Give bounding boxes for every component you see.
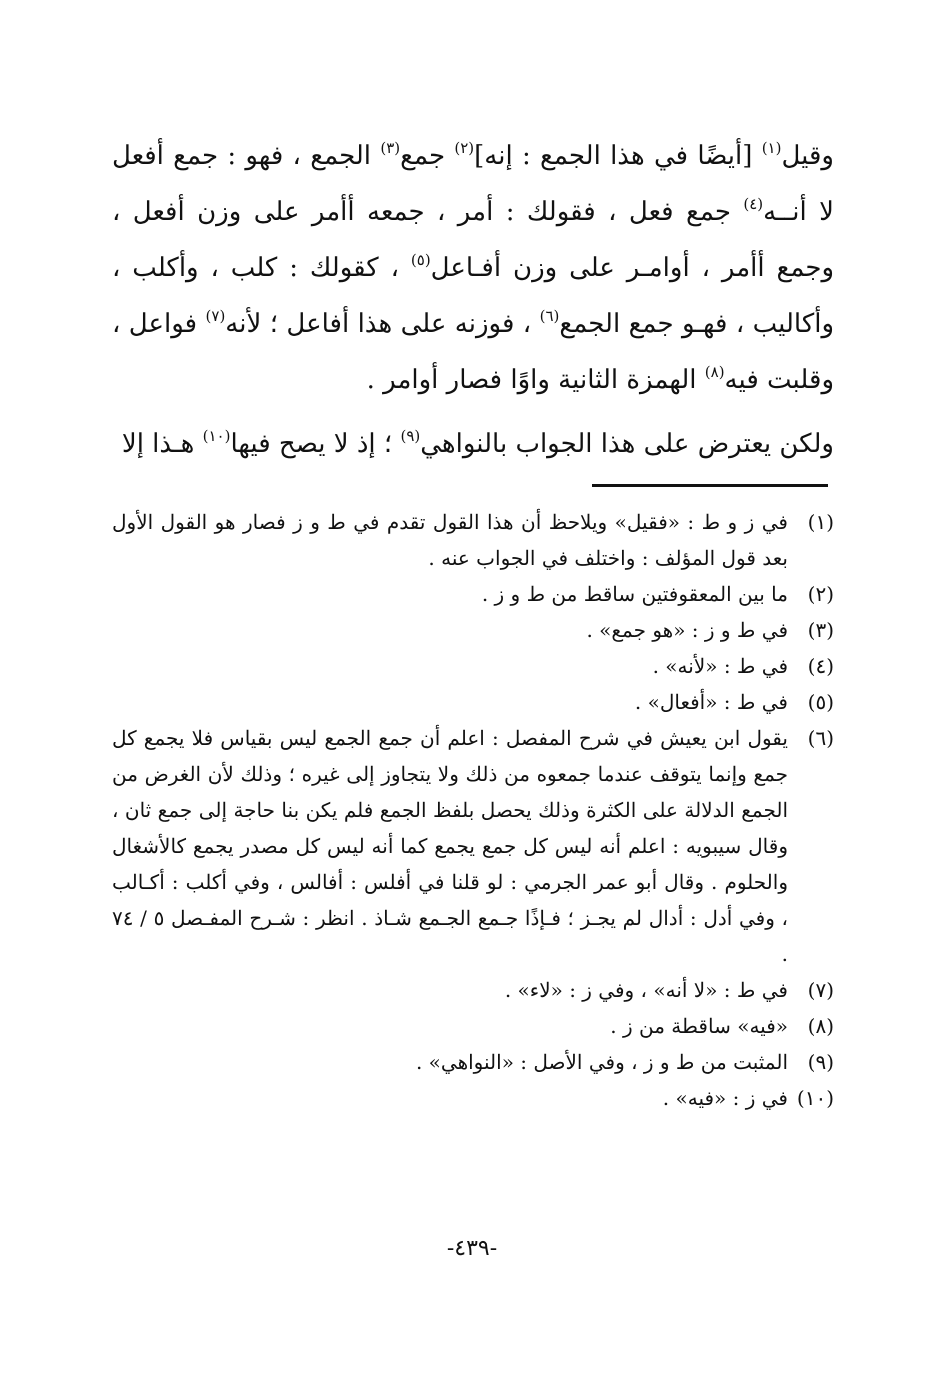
text-run: جمع (400, 141, 455, 171)
footnote-text: في ز : «فيه» . (662, 1086, 788, 1110)
footnote-3 (112, 612, 834, 648)
footnote-text: في ط : «أفعال» . (634, 690, 788, 714)
footnote-number: (٤) (807, 654, 834, 678)
footnote-ref-9[interactable]: (٩) (400, 427, 421, 445)
footnote-1 (112, 504, 834, 576)
footnote-ref-7[interactable]: (٧) (205, 307, 226, 325)
footnote-separator (592, 484, 828, 487)
text-run: الهمزة الثانية واوًا فصار أوامر . (366, 365, 705, 395)
footnote-ref-2[interactable]: (٢) (454, 139, 475, 157)
text-run: وقيل (781, 141, 834, 171)
footnote-number: (٢) (807, 582, 834, 606)
footnote-text: يقول ابن يعيش في شرح المفصل : اعلم أن جمع الجمع ليس بقياس فلا يجمع كل جمع وإنما يتوقف عندما جمعوه من ذلك ولا يتجاوز إلى غيره ؛ وذلك لأن الغرض من الجمع الدلالة على الكثرة وذلك يحصل بلفظ الجمع فلم يكن بنا حاجة إلى جمع ثان ، وقال سيبويه : اعلم أنه ليس كل جمع يجمع كما أنه ليس كل مصدر يجمع كالأشغال والحلوم . وقال أبو عمر الجرمي : لو قلنا في أفلس : أفالس ، وفي أكلب : أكـالب ، وفي أدل : أدال لم يجـز ؛ فـإذًا جـمع الجـمع شـاذ . انظر : شـرح المفـصل ٥ / ٧٤ . (112, 726, 788, 966)
footnote-number: (٦) (807, 726, 834, 750)
footnote-number: (٥) (807, 690, 834, 714)
text-run: ولكن يعترض على هذا الجواب بالنواهي (420, 429, 834, 459)
main-paragraph-2 (112, 416, 834, 472)
main-text (112, 128, 834, 472)
footnote-8 (112, 1008, 834, 1044)
footnote-text: المثبت من ط و ز ، وفي الأصل : «النواهي» . (415, 1050, 788, 1074)
footnote-text: في ط و ز : «هو جمع» . (586, 618, 788, 642)
text-run: فواعل ، وقلبت فيه (112, 309, 834, 395)
footnote-number: (١٠) (796, 1086, 834, 1110)
footnote-5 (112, 684, 834, 720)
main-paragraph-1 (112, 128, 834, 408)
footnote-9 (112, 1044, 834, 1080)
footnote-text: ما بين المعقوفتين ساقط من ط و ز . (481, 582, 788, 606)
footnote-number: (١) (807, 510, 834, 534)
footnote-ref-6[interactable]: (٦) (539, 307, 560, 325)
footnote-6 (112, 720, 834, 972)
text-run: ؛ إذ لا يصح فيها (230, 429, 401, 459)
footnote-2 (112, 576, 834, 612)
text-run: الجمع ، فهو : جمع أفعل لا أنــه (112, 141, 834, 227)
footnote-7 (112, 972, 834, 1008)
footnote-text: في ط : «لأنه» . (652, 654, 788, 678)
footnote-number: (٧) (807, 978, 834, 1002)
footnote-ref-8[interactable]: (٨) (704, 363, 725, 381)
footnote-ref-10[interactable]: (١٠) (202, 427, 231, 445)
footnote-10 (112, 1080, 834, 1116)
footnotes (112, 504, 834, 1116)
footnote-text: في ط : «لا أنه» ، وفي ز : «لاء» . (504, 978, 788, 1002)
text-run: ، كقولك : كلب ، وأكلب ، وأكاليب ، فهـو جمع الجمع (112, 253, 834, 339)
text-run: ، فوزنه على هذا أفاعل ؛ لأنه (225, 309, 540, 339)
footnote-ref-1[interactable]: (١) (761, 139, 782, 157)
footnote-ref-5[interactable]: (٥) (410, 251, 431, 269)
footnote-number: (٨) (807, 1014, 834, 1038)
footnote-4 (112, 648, 834, 684)
footnote-ref-3[interactable]: (٣) (380, 139, 401, 157)
footnote-number: (٣) (807, 618, 834, 642)
text-run: هـذا إلا (121, 429, 203, 459)
text-run: جمع فعل ، فقولك : أمر ، جمعه أأمر على وزن أفعل ، وجمع أأمر ، أوامـر على وزن أفـاعل (112, 197, 834, 283)
footnote-number: (٩) (807, 1050, 834, 1074)
page-number: -٤٣٩- (446, 1236, 498, 1261)
footnote-text: «فيه» ساقطة من ز . (610, 1014, 788, 1038)
text-run: [أيضًا في هذا الجمع : إنه] (474, 141, 762, 171)
footnote-text: في ز و ط : «فقيل» ويلاحظ أن هذا القول تقدم في ط و ز فصار هو القول الأول بعد قول المؤلف : واختلف في الجواب عنه . (112, 510, 788, 570)
footnote-ref-4[interactable]: (٤) (743, 195, 764, 213)
